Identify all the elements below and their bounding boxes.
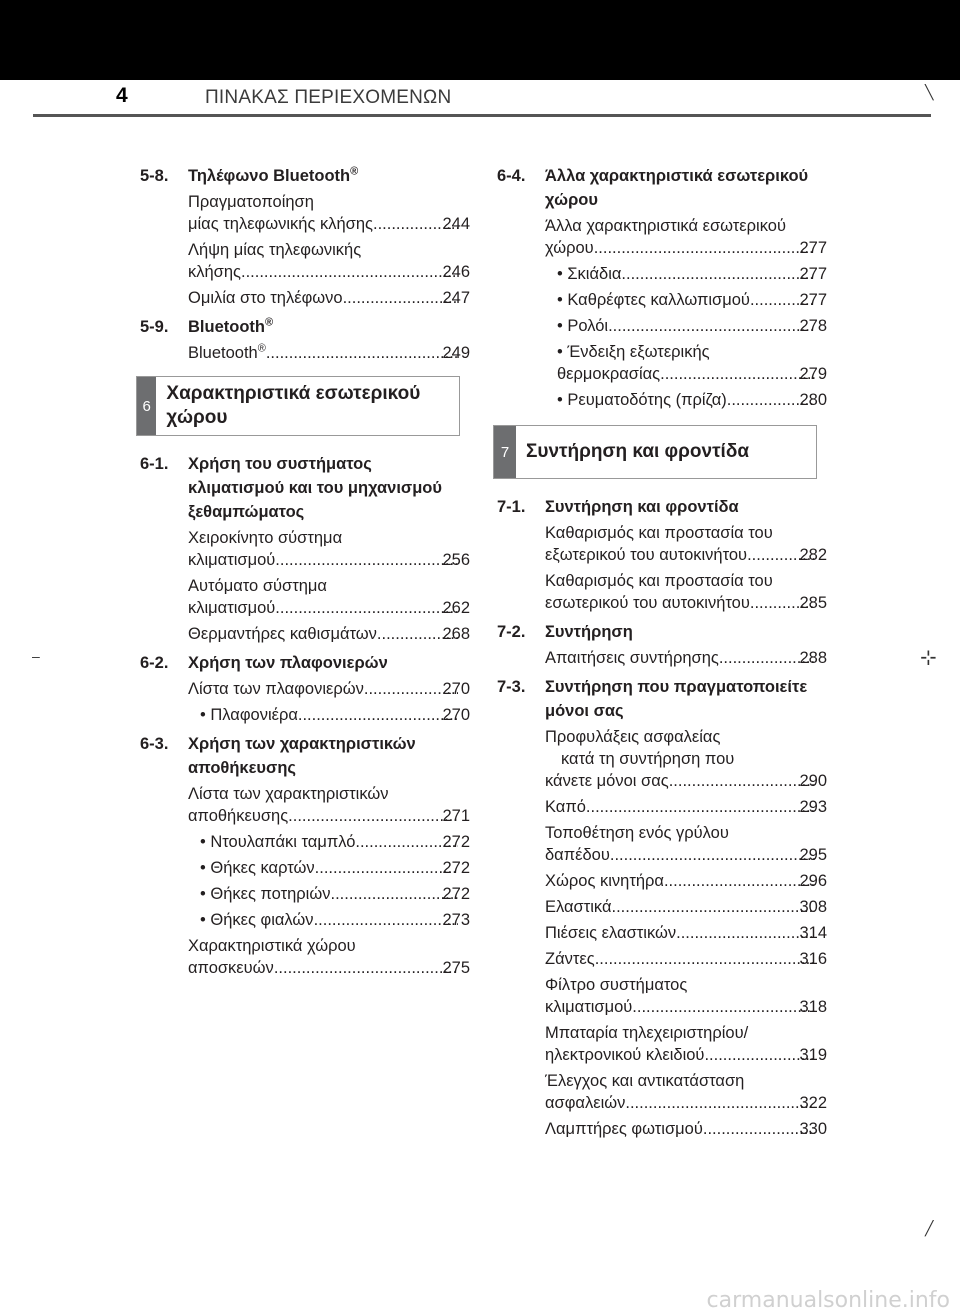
page-ref: 277 <box>799 239 827 257</box>
page-ref: 330 <box>799 1120 827 1138</box>
toc-entry[interactable]: Λίστα των πλαφονιερών ..... 270 <box>188 678 470 700</box>
chapter-heading-7[interactable] <box>493 425 817 479</box>
toc-entry[interactable]: Θερμαντήρες καθισμάτων ..... 268 <box>188 623 470 645</box>
page-ref: 290 <box>799 772 827 790</box>
page-ref: 270 <box>442 680 470 698</box>
toc-entry[interactable]: • Ρολόι ..... 278 <box>545 315 827 337</box>
crop-mark: – <box>32 648 40 664</box>
toc-entry[interactable]: Φίλτρο συστήματος κλιματισμού ..... 318 <box>545 974 827 1018</box>
page-ref: 277 <box>799 265 827 283</box>
page-ref: 295 <box>799 846 827 864</box>
toc-entry[interactable]: • Ρευματοδότης (πρίζα) ..... 280 <box>545 389 827 411</box>
page-ref: 247 <box>442 289 470 307</box>
toc-entry[interactable]: • Καθρέφτες καλλωπισμού ..... 277 <box>545 289 827 311</box>
toc-entry[interactable]: Χειροκίνητο σύστημα κλιματισμού ..... 256 <box>188 527 470 571</box>
toc-entry[interactable]: Καθαρισμός και προστασία του εξωτερικού του αυτοκινήτου ..... 282 <box>545 522 827 566</box>
toc-entry[interactable]: Λίστα των χαρακτηριστικών αποθήκευσης ..... 271 <box>188 783 470 827</box>
page-ref: 279 <box>799 365 827 383</box>
toc-entry[interactable]: • Θήκες φιαλών ..... 273 <box>188 909 470 931</box>
toc-entry[interactable]: Τοποθέτηση ενός γρύλου δαπέδου ..... 295 <box>545 822 827 866</box>
header-rule <box>33 114 931 117</box>
page-ref: 308 <box>799 898 827 916</box>
page-ref: 272 <box>442 859 470 877</box>
watermark: carmanualsonline.info <box>706 1288 950 1313</box>
toc-entry[interactable]: Λήψη μίας τηλεφωνικής κλήσης ..... 246 <box>188 239 470 283</box>
page-ref: 272 <box>442 885 470 903</box>
page-ref: 322 <box>799 1094 827 1112</box>
page-ref: 262 <box>442 599 470 617</box>
toc-entry[interactable]: Ομιλία στο τηλέφωνο ..... 247 <box>188 287 470 309</box>
toc-section[interactable]: 5-9. Bluetooth® <box>140 316 274 336</box>
page-ref: 270 <box>442 706 470 724</box>
toc-entry[interactable]: Bluetooth® ..... 249 <box>188 342 470 364</box>
toc-section[interactable]: 7-3. Συντήρηση που πραγματοποιείτε μόνοι σας <box>497 678 808 720</box>
toc-section[interactable]: 7-1. Συντήρηση και φροντίδα <box>497 498 739 516</box>
toc-section[interactable]: 6-1. Χρήση του συστήματος κλιματισμού και του μηχανισμού ξεθαμπώματος <box>140 455 442 521</box>
page-header-title: ΠΙΝΑΚΑΣ ΠΕΡΙΕΧΟΜΕΝΩΝ <box>205 87 452 108</box>
page-ref: 316 <box>799 950 827 968</box>
page-ref: 280 <box>799 391 827 409</box>
crop-mark: ⊹ <box>920 647 937 669</box>
toc-section[interactable]: 7-2. Συντήρηση <box>497 623 633 641</box>
page-ref: 296 <box>799 872 827 890</box>
page-ref: 293 <box>799 798 827 816</box>
toc-entry[interactable]: Ελαστικά ..... 308 <box>545 896 827 918</box>
toc-entry[interactable]: Έλεγχος και αντικατάσταση ασφαλειών ..... 322 <box>545 1070 827 1114</box>
page-ref: 275 <box>442 959 470 977</box>
toc-entry[interactable]: Ζάντες ..... 316 <box>545 948 827 970</box>
page-number: 4 <box>116 84 128 107</box>
toc-entry[interactable]: • Θήκες καρτών ..... 272 <box>188 857 470 879</box>
page-ref: 288 <box>799 649 827 667</box>
toc-entry[interactable]: Πραγματοποίηση μίας τηλεφωνικής κλήσης ..... 244 <box>188 191 470 235</box>
chapter-heading-6[interactable] <box>136 376 460 436</box>
toc-section[interactable]: 6-4. Άλλα χαρακτηριστικά εσωτερικού χώρου <box>497 167 809 209</box>
toc-entry[interactable]: • Πλαφονιέρα ..... 270 <box>188 704 470 726</box>
toc-section[interactable]: 5-8. Τηλέφωνο Bluetooth® <box>140 165 359 185</box>
page-ref: 249 <box>442 344 470 362</box>
toc-left-column <box>140 164 470 983</box>
toc-entry[interactable]: Απαιτήσεις συντήρησης ..... 288 <box>545 647 827 669</box>
chapter-title: Συντήρηση και φροντίδα <box>526 441 750 462</box>
page-ref: 277 <box>799 291 827 309</box>
toc-entry[interactable]: • Ένδειξη εξωτερικής θερμοκρασίας ..... 279 <box>545 341 827 385</box>
page-ref: 244 <box>442 215 470 233</box>
toc-entry[interactable]: Χώρος κινητήρα ..... 296 <box>545 870 827 892</box>
page-ref: 314 <box>799 924 827 942</box>
toc-right-column <box>497 164 827 1144</box>
page-ref: 278 <box>799 317 827 335</box>
page-ref: 268 <box>442 625 470 643</box>
chapter-title: Χαρακτηριστικά εσωτερικού χώρου <box>166 383 421 428</box>
toc-entry[interactable]: • Ντουλαπάκι ταμπλό ..... 272 <box>188 831 470 853</box>
toc-entry[interactable]: Άλλα χαρακτηριστικά εσωτερικού χώρου ..... 277 <box>545 215 827 259</box>
chapter-tab: 6 <box>137 377 156 435</box>
toc-entry[interactable]: Λαμπτήρες φωτισμού ..... 330 <box>545 1118 827 1140</box>
top-black-bar <box>0 0 960 80</box>
crop-mark: ╲ <box>925 84 934 100</box>
page-ref: 282 <box>799 546 827 564</box>
page-ref: 273 <box>442 911 470 929</box>
page-ref: 271 <box>442 807 470 825</box>
toc-entry[interactable]: Προφυλάξεις ασφαλείας κατά τη συντήρηση που κάνετε μόνοι σας ..... 290 <box>545 726 827 792</box>
toc-entry[interactable]: Καθαρισμός και προστασία του εσωτερικού του αυτοκινήτου ..... 285 <box>545 570 827 614</box>
toc-entry[interactable]: Πιέσεις ελαστικών ..... 314 <box>545 922 827 944</box>
chapter-tab: 7 <box>494 426 516 478</box>
page-ref: 285 <box>799 594 827 612</box>
page-ref: 256 <box>442 551 470 569</box>
toc-entry[interactable]: • Σκιάδια ..... 277 <box>545 263 827 285</box>
toc-entry[interactable]: • Θήκες ποτηριών ..... 272 <box>188 883 470 905</box>
page-ref: 246 <box>442 263 470 281</box>
page-ref: 272 <box>442 833 470 851</box>
toc-entry[interactable]: Χαρακτηριστικά χώρου αποσκευών ..... 275 <box>188 935 470 979</box>
toc-section[interactable]: 6-3. Χρήση των χαρακτηριστικών αποθήκευσης <box>140 735 416 777</box>
page-ref: 319 <box>799 1046 827 1064</box>
crop-mark: ╱ <box>925 1220 934 1236</box>
toc-entry[interactable]: Καπό ..... 293 <box>545 796 827 818</box>
toc-entry[interactable]: Αυτόματο σύστημα κλιματισμού ..... 262 <box>188 575 470 619</box>
page-ref: 318 <box>799 998 827 1016</box>
toc-entry[interactable]: Μπαταρία τηλεχειριστηρίου/ ηλεκτρονικού κλειδιού ..... 319 <box>545 1022 827 1066</box>
toc-section[interactable]: 6-2. Χρήση των πλαφονιερών <box>140 654 388 672</box>
